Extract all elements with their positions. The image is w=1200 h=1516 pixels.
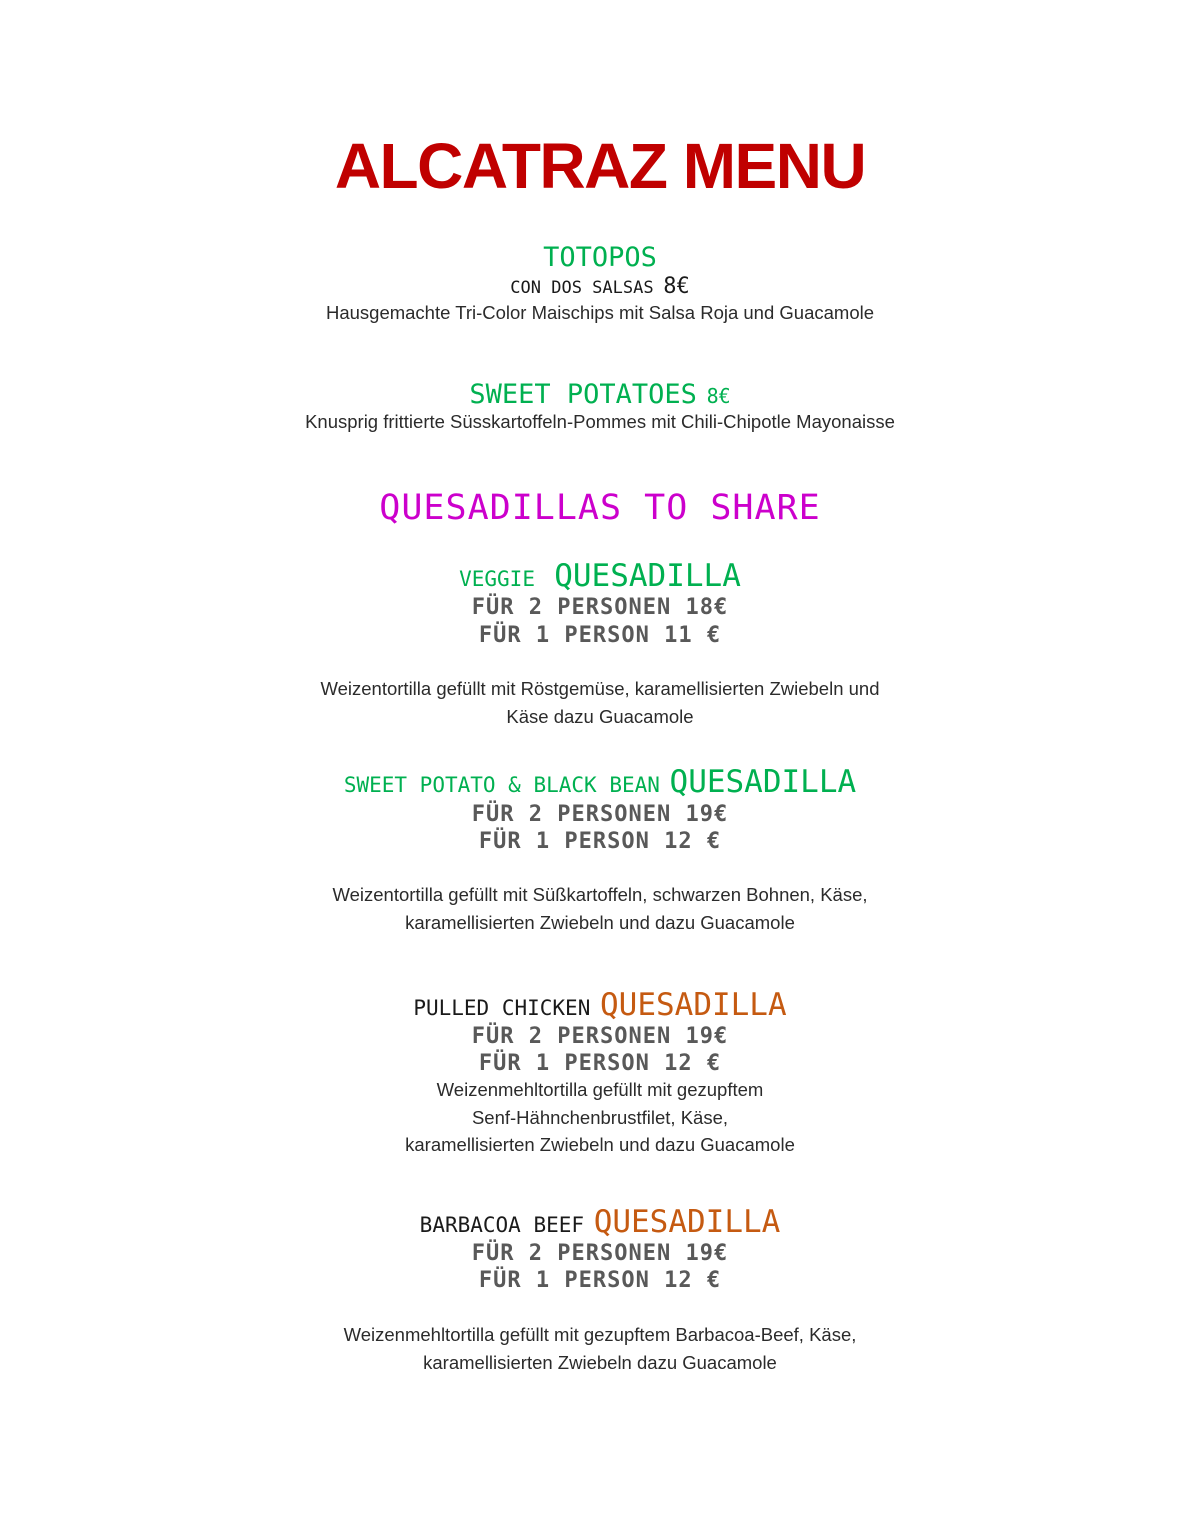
price-two-persons: FÜR 2 PERSONEN 19€: [471, 1024, 729, 1049]
price-one-person: FÜR 1 PERSON 11 €: [478, 623, 722, 648]
item-prefix: SWEET POTATO & BLACK BEAN: [343, 773, 660, 797]
item-description: Hausgemachte Tri-Color Maischips mit Salsa Roja und Guacamole: [325, 302, 875, 323]
price-one-person: FÜR 1 PERSON 12 €: [478, 1268, 722, 1293]
price-one-person: FÜR 1 PERSON 12 €: [478, 829, 722, 854]
item-title-line: [0, 1204, 1200, 1240]
item-title-line: [0, 381, 1200, 408]
item-description: Käse dazu Guacamole: [506, 706, 694, 727]
item-subtitle: CON DOS SALSAS: [510, 278, 654, 298]
item-price: 8€: [663, 274, 690, 299]
price-two-persons: FÜR 2 PERSONEN 19€: [471, 1241, 729, 1266]
price-one-person: FÜR 1 PERSON 12 €: [478, 1051, 722, 1076]
item-description: Knusprig frittierte Süsskartoffeln-Pommes mit Chili-Chipotle Mayonaisse: [305, 411, 895, 432]
item-prefix: BARBACOA BEEF: [419, 1213, 585, 1237]
item-description: Weizentortilla gefüllt mit Röstgemüse, karamellisierten Zwiebeln und: [320, 678, 880, 699]
item-description: Weizenmehltortilla gefüllt mit gezupftem: [436, 1079, 764, 1100]
item-description: Weizentortilla gefüllt mit Süßkartoffeln, schwarzen Bohnen, Käse,: [332, 884, 868, 905]
item-description: karamellisierten Zwiebeln dazu Guacamole: [423, 1352, 777, 1373]
item-description: karamellisierten Zwiebeln und dazu Guacamole: [405, 912, 795, 933]
item-description: karamellisierten Zwiebeln und dazu Guacamole: [405, 1134, 795, 1155]
section-title: QUESADILLAS TO SHARE: [379, 488, 821, 528]
item-title-line: [0, 987, 1200, 1023]
item-name: QUESADILLA: [600, 987, 787, 1023]
price-two-persons: FÜR 2 PERSONEN 19€: [471, 802, 729, 827]
item-prefix: VEGGIE: [459, 567, 535, 591]
item-name: QUESADILLA: [593, 1204, 781, 1240]
item-name: TOTOPOS: [543, 242, 657, 273]
item-description: Senf-Hähnchenbrustfilet, Käse,: [471, 1107, 729, 1128]
item-title-line: [0, 558, 1200, 594]
item-name: QUESADILLA: [554, 558, 741, 594]
menu-title: ALCATRAZ MENU: [334, 130, 866, 202]
item-subtitle-line: [0, 276, 1200, 298]
item-prefix: PULLED CHICKEN: [413, 996, 591, 1020]
item-description: Weizenmehltortilla gefüllt mit gezupftem Barbacoa-Beef, Käse,: [343, 1324, 857, 1345]
item-name: SWEET POTATOES: [469, 379, 697, 410]
item-title-line: [0, 764, 1200, 800]
price-two-persons: FÜR 2 PERSONEN 18€: [471, 595, 729, 620]
item-name: QUESADILLA: [669, 764, 857, 800]
item-price: 8€: [706, 384, 731, 408]
